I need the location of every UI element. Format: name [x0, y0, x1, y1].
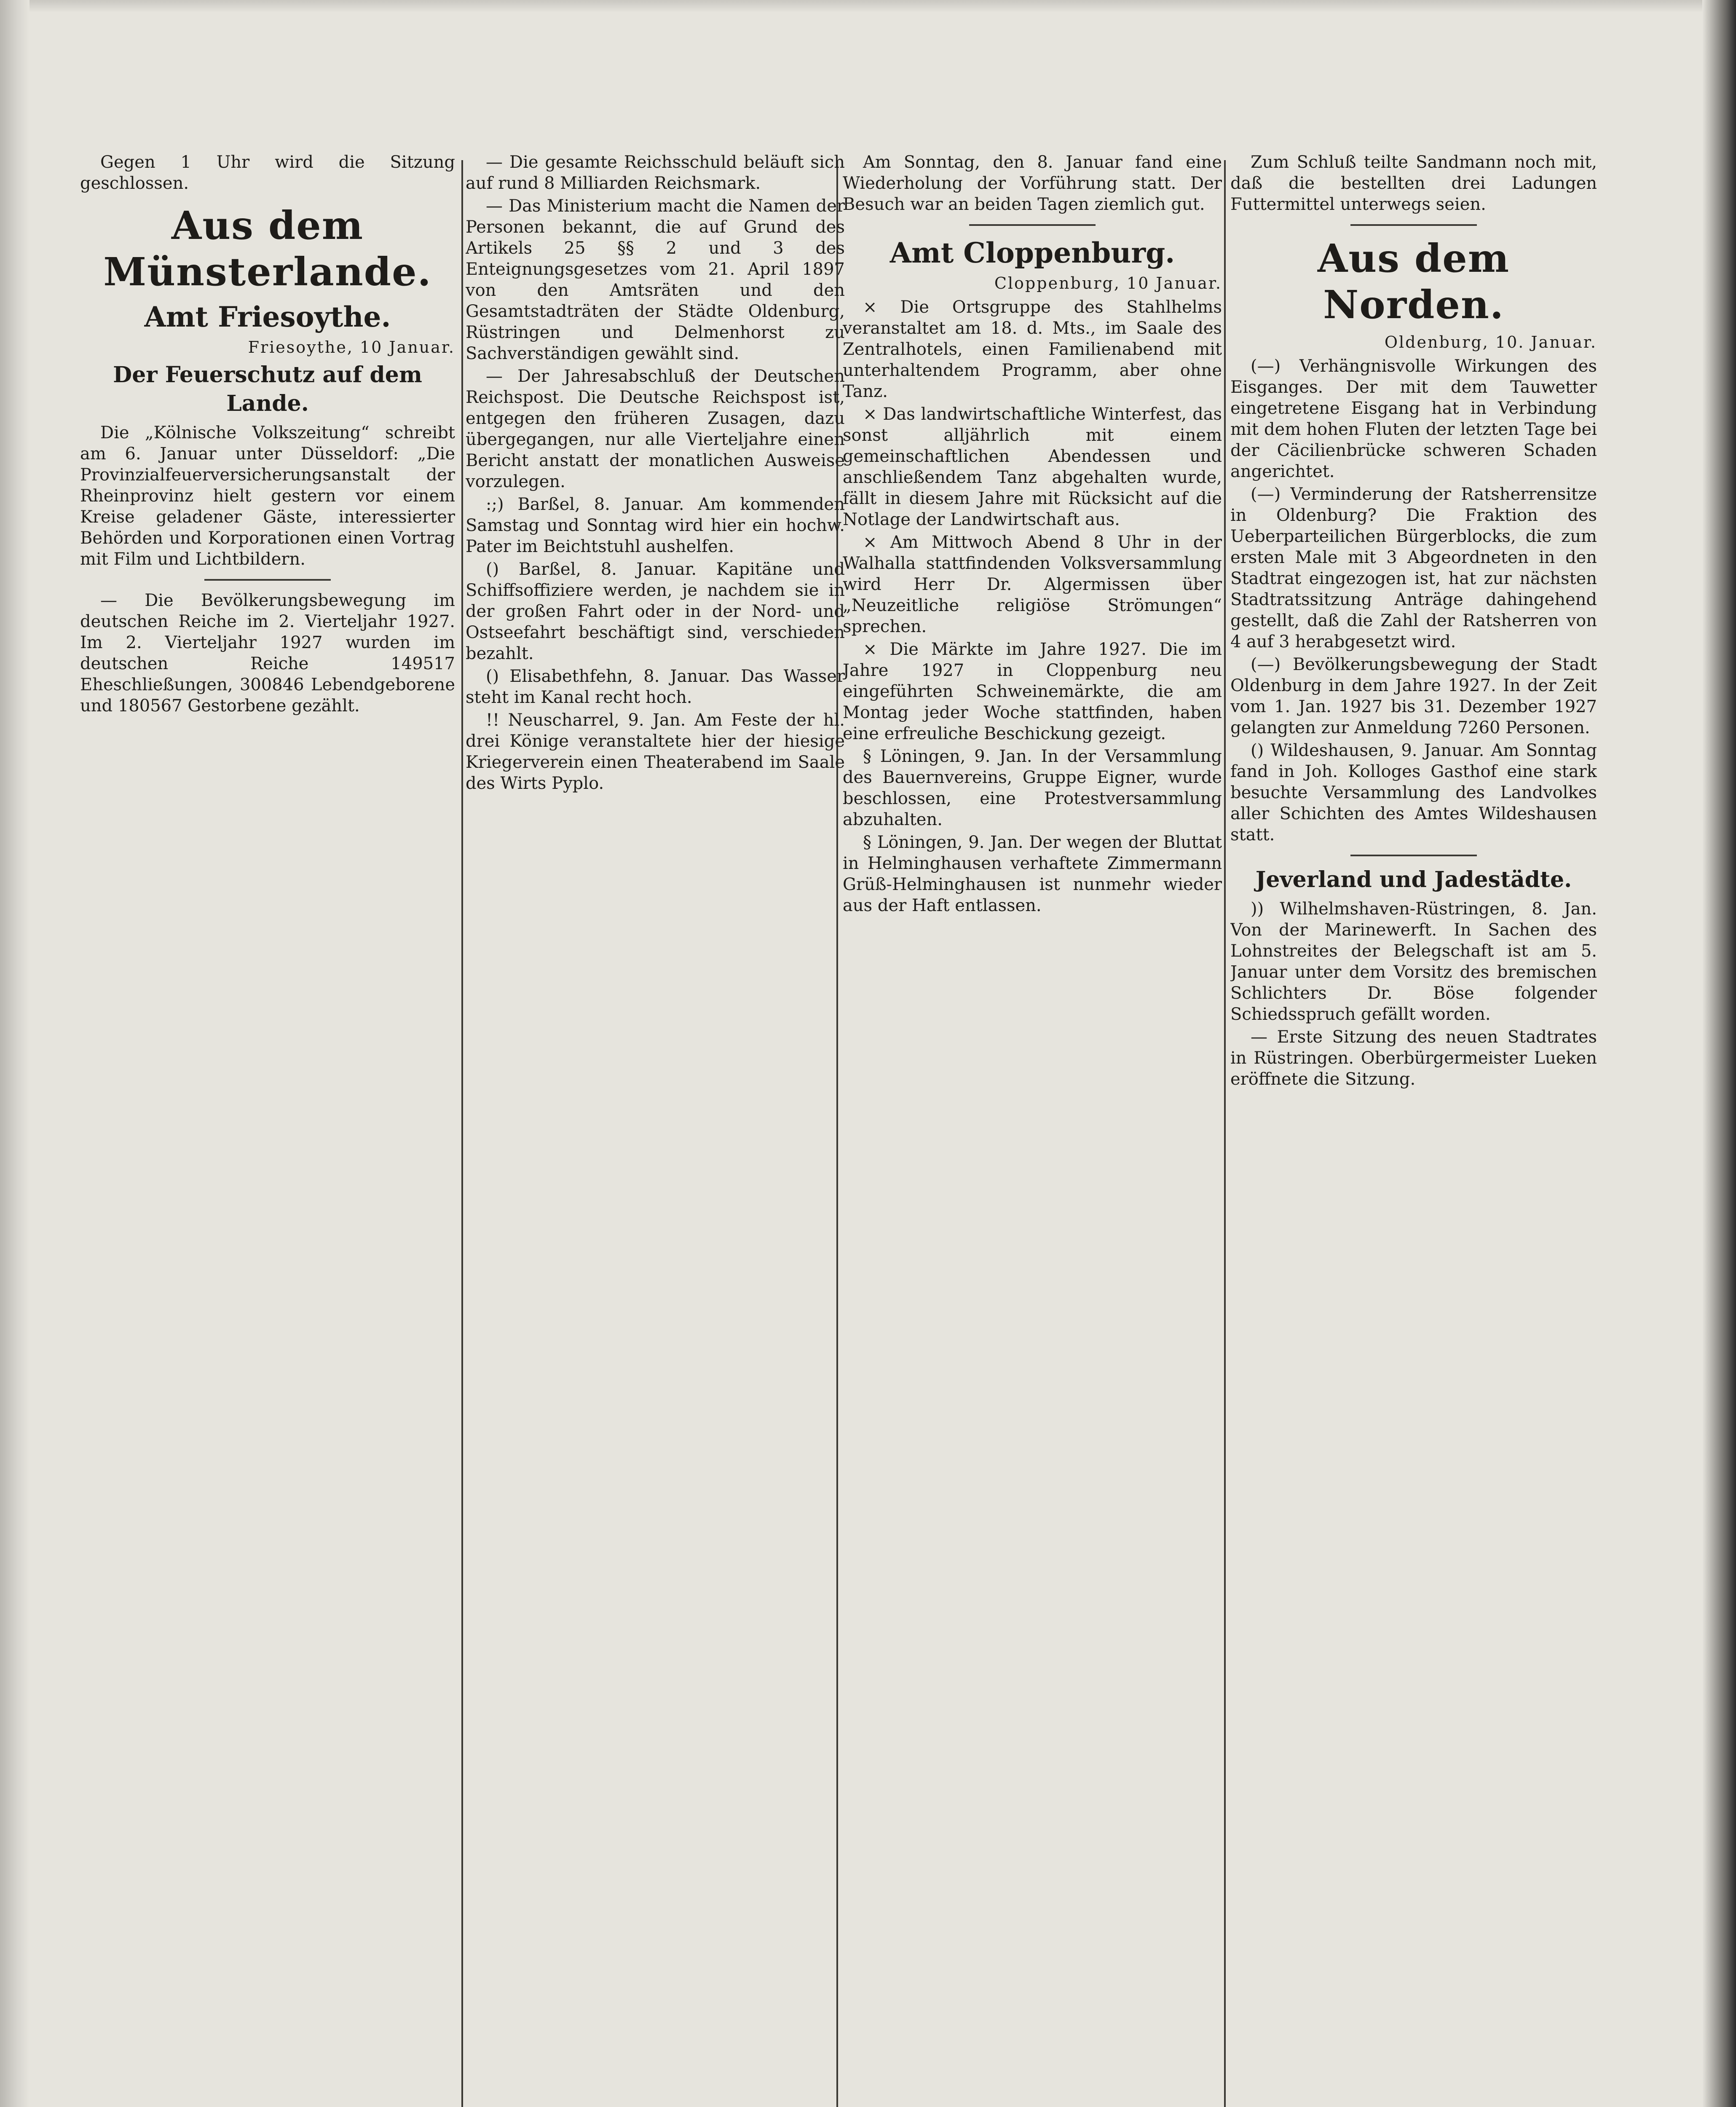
- paragraph: Am Sonntag, den 8. Januar fand eine Wiederholung der Vorführung statt. Der Besuch war an beiden Tagen ziemlich gut.: [843, 153, 1222, 214]
- paragraph: — Erste Sitzung des neuen Stadtrates in Rüstringen. Oberbürgermeister Lueken eröffnete die Sitzung.: [1230, 1027, 1597, 1089]
- scan-top-edge: [29, 0, 1702, 13]
- column-4: [1230, 152, 1597, 2107]
- paragraph: (—) Verminderung der Ratsherrensitze in Oldenburg? Die Fraktion des Ueberparteilichen Bürgerblocks, die zum ersten Male mit 3 Abgeordneten in den Stadtrat eingezogen ist, hat zur nächsten Stadtratssitzung Anträge dahingehend gestellt, daß die Zahl der Ratsherren von 4 auf 3 herabgesetzt wird.: [1230, 485, 1597, 651]
- paragraph: !! Neuscharrel, 9. Jan. Am Feste der hl. drei Könige veranstaltete hier der hiesige Kriegerverein einen Theaterabend im Saale des Wirts Pyplo.: [466, 710, 845, 793]
- paragraph: § Löningen, 9. Jan. Der wegen der Bluttat in Helminghausen verhaftete Zimmermann Grüß-Helminghausen ist nunmehr wieder aus der Haft entlassen.: [843, 833, 1222, 915]
- paragraph: )) Wilhelmshaven-Rüstringen, 8. Jan. Von der Marinewerft. In Sachen des Lohnstreites der Belegschaft ist am 5. Januar unter dem Vorsitz des bremischen Schlichters Dr. Böse folgender Schiedsspruch gefällt worden.: [1230, 899, 1597, 1024]
- region-heading: Aus dem Münsterlande.: [103, 203, 432, 295]
- paragraph: × Die Ortsgruppe des Stahlhelms veranstaltet am 18. d. Mts., im Saale des Zentralhotels, einen Familienabend mit unterhaltendem Programm, aber ohne Tanz.: [843, 298, 1222, 401]
- paragraph: — Der Jahresabschluß der Deutschen Reichspost. Die Deutsche Reichspost ist, entgegen den früheren Zusagen, dazu übergegangen, nur alle Vierteljahre einen Bericht anstatt der monatlichen Ausweise vorzulegen.: [466, 367, 845, 491]
- paragraph: — Die Bevölkerungsbewegung im deutschen Reiche im 2. Vierteljahr 1927. Im 2. Vierteljahr 1927 wurden im deutschen Reiche 149517 Eheschließungen, 300846 Lebendgeborene und 180567 Gestorbene gezählt.: [80, 591, 455, 716]
- column-1: [80, 152, 455, 2107]
- scan-left-edge: [0, 0, 29, 2107]
- paragraph: Zum Schluß teilte Sandmann noch mit, daß die bestellten drei Ladungen Futtermittel unterwegs seien.: [1230, 153, 1597, 214]
- paragraph: (—) Bevölkerungsbewegung der Stadt Oldenburg in dem Jahre 1927. In der Zeit vom 1. Jan. 1927 bis 31. Dezember 1927 gelangten zur Anmeldung 7260 Personen.: [1230, 655, 1597, 737]
- paragraph: :;) Barßel, 8. Januar. Am kommenden Samstag und Sonntag wird hier ein hochw. Pater im Beichtstuhl aushelfen.: [466, 495, 845, 556]
- section-subheading: Jeverland und Jadestädte.: [1255, 867, 1572, 893]
- dateline: Oldenburg, 10. Januar.: [1384, 333, 1597, 351]
- column-2: [466, 152, 845, 2107]
- dateline: Friesoythe, 10 Januar.: [248, 338, 455, 357]
- paragraph: × Das landwirtschaftliche Winterfest, das sonst alljährlich mit einem gemeinschaftlichen Abendessen und anschließendem Tanz abgehalten wurde, fällt in diesem Jahre mit Rücksicht auf die Notlage der Landwirtschaft aus.: [843, 405, 1222, 529]
- paragraph: Die „Kölnische Volkszeitung“ schreibt am 6. Januar unter Düsseldorf: „Die Provinzialfeuerversicherungsanstalt der Rheinprovinz hielt gestern vor einem Kreise geladener Gäste, interessierter Behörden und Korporationen einen Vortrag mit Film und Lichtbildern.: [80, 423, 455, 569]
- scan-right-edge: [1702, 0, 1736, 2107]
- column-divider: [1224, 160, 1226, 2107]
- region-heading: Aus dem Norden.: [1317, 236, 1510, 327]
- paragraph: § Löningen, 9. Jan. In der Versammlung des Bauernvereins, Gruppe Eigner, wurde beschlossen, eine Protestversammlung abzuhalten.: [843, 747, 1222, 829]
- paragraph: () Wildeshausen, 9. Januar. Am Sonntag fand in Joh. Kolloges Gasthof eine stark besuchte Versammlung des Landvolkes aller Schichten des Amtes Wildeshausen statt.: [1230, 741, 1597, 844]
- paragraph: (—) Verhängnisvolle Wirkungen des Eisganges. Der mit dem Tauwetter eingetretene Eisgang hat in Verbindung mit dem hohen Fluten der letzten Tage bei der Cäcilienbrücke schweren Schaden angerichtet.: [1230, 357, 1597, 481]
- section-rule: [969, 224, 1096, 226]
- paragraph: Gegen 1 Uhr wird die Sitzung geschlossen.: [80, 153, 455, 193]
- paragraph: — Das Ministerium macht die Namen der Personen bekannt, die auf Grund des Artikels 25 §§ 2 und 3 des Enteignungsgesetzes vom 21. April 1897 von den Amtsräten und den Gesamtstadträten der Städte Oldenburg, Rüstringen und Delmenhorst zu Sachverständigen gewählt sind.: [466, 196, 845, 363]
- paragraph: × Am Mittwoch Abend 8 Uhr in der Walhalla stattfindenden Volksversammlung wird Herr Dr. Algermissen über „Neuzeitliche religiöse Strömungen“ sprechen.: [843, 533, 1222, 636]
- column-divider: [461, 160, 463, 2107]
- paragraph: — Die gesamte Reichsschuld beläuft sich auf rund 8 Milliarden Reichsmark.: [466, 153, 845, 193]
- section-rule: [204, 579, 331, 581]
- district-heading: Amt Friesoythe.: [144, 300, 391, 333]
- section-rule: [1350, 855, 1477, 856]
- section-rule: [1350, 224, 1477, 226]
- district-heading: Amt Cloppenburg.: [889, 236, 1175, 269]
- paragraph: () Barßel, 8. Januar. Kapitäne und Schiffsoffiziere werden, je nachdem sie in der großen Fahrt oder in der Nord- und Ostseefahrt beschäftigt sind, verschieden bezahlt.: [466, 560, 845, 663]
- dateline: Cloppenburg, 10 Januar.: [994, 274, 1222, 292]
- article-heading: Der Feuerschutz auf dem Lande.: [113, 362, 422, 416]
- column-3: [843, 152, 1222, 2107]
- paragraph: () Elisabethfehn, 8. Januar. Das Wasser steht im Kanal recht hoch.: [466, 667, 845, 707]
- paragraph: × Die Märkte im Jahre 1927. Die im Jahre 1927 in Cloppenburg neu eingeführten Schweinemärkte, die am Montag jeder Woche stattfinden, haben eine erfreuliche Beschickung gezeigt.: [843, 640, 1222, 743]
